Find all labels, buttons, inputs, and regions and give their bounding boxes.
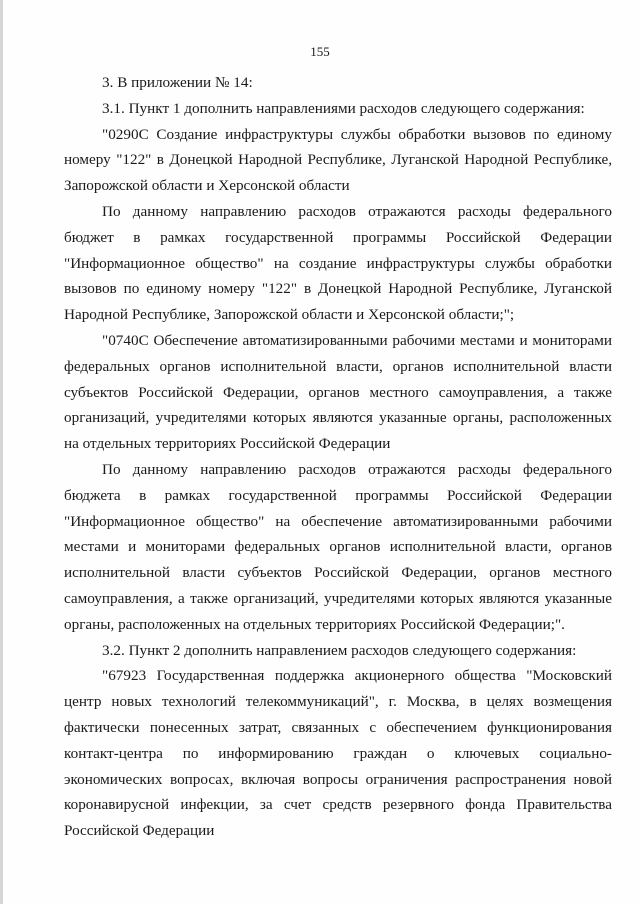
subsection-3-1: 3.1. Пункт 1 дополнить направлениями расходов следующего содержания: (102, 99, 585, 117)
item-0740c-title: "0740С Обеспечение автоматизированными рабочими местами и мониторами федеральных органов исполнительной власти, органов исполнительной власти субъектов Российской Федерации, органов местного самоуправления, а также организаций, учредителями которых являются указанные органы, расположенных на отдельных территориях Российской Федерации (64, 331, 612, 453)
document-body (64, 70, 612, 844)
section-heading-3: 3. В приложении № 14: (102, 74, 253, 91)
scan-edge (0, 0, 3, 904)
item-0290c-title: "0290С Создание инфраструктуры службы обработки вызовов по единому номеру "122" в Донецкой Народной Республике, Луганской Народной Республике, Запорожской области и Херсонской области (64, 125, 612, 195)
item-0290c-description: По данному направлению расходов отражаются расходы федерального бюджет в рамках государственной программы Российской Федерации "Информационное общество" на создание инфраструктуры службы обработки вызовов по единому номеру "122" в Донецкой Народной Республике, Луганской Народной Республике, Запорожской области и Херсонской области;"; (64, 202, 612, 324)
item-67923-title: "67923 Государственная поддержка акционерного общества "Московский центр новых технологий телекоммуникаций", г. Москва, в целях возмещения фактически понесенных затрат, связанных с обеспечением функционирования контакт-центра по информированию граждан о ключевых социально-экономических вопросах, включая вопросы ограничения распространения новой коронавирусной инфекции, за счет средств резервного фонда Правительства Российской Федерации (64, 667, 612, 840)
item-0740c-description: По данному направлению расходов отражаются расходы федерального бюджета в рамках государственной программы Российской Федерации "Информационное общество" на обеспечение автоматизированными рабочими местами и мониторами федеральных органов исполнительной власти, органов исполнительной власти субъектов Российской Федерации, органов местного самоуправления, а также организаций, учредителями которых являются указанные органы, расположенных на отдельных территориях Российской Федерации;". (64, 460, 612, 633)
page-number: 155 (310, 44, 330, 59)
subsection-3-2: 3.2. Пункт 2 дополнить направлением расходов следующего содержания: (102, 641, 577, 659)
